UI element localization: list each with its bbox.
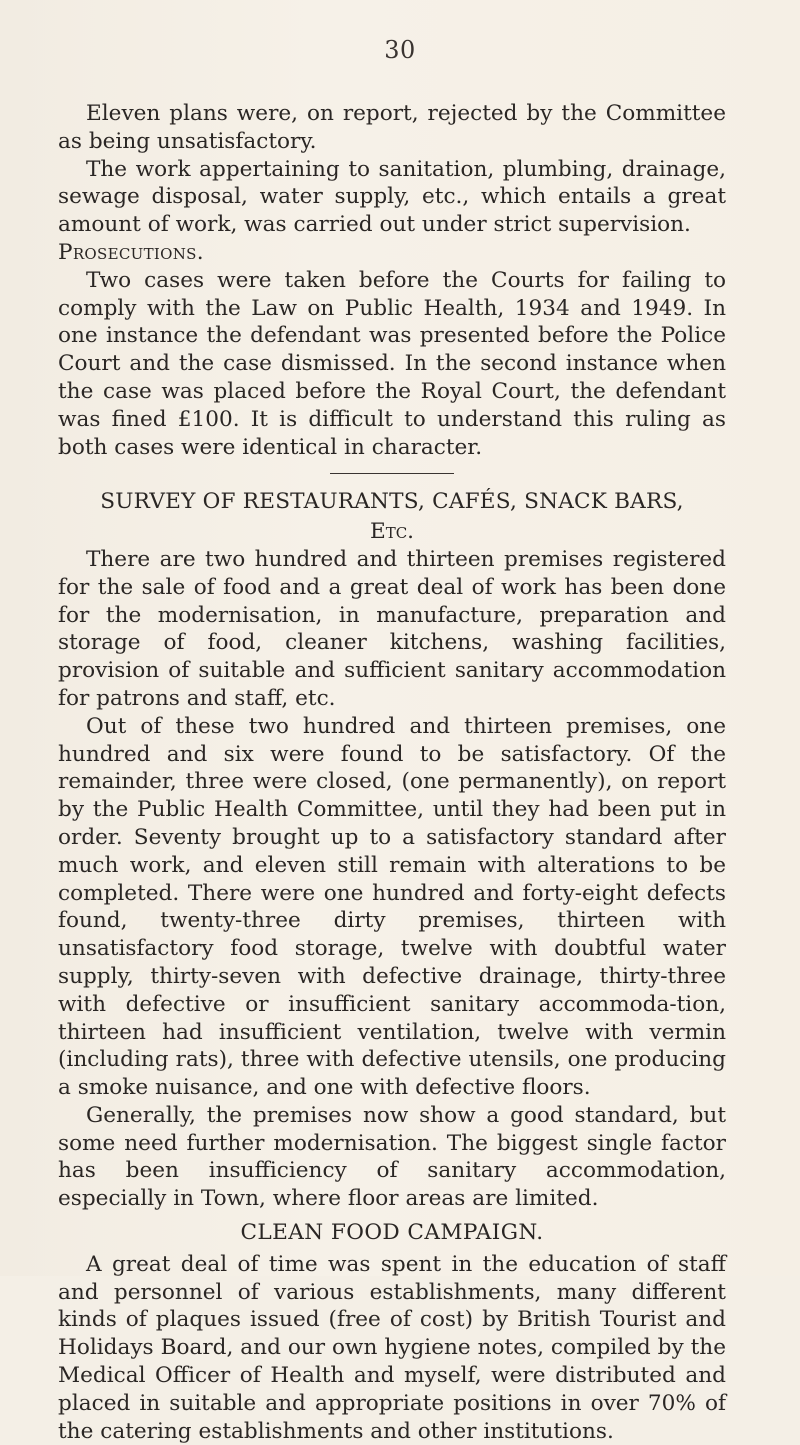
section-divider <box>330 473 454 474</box>
paragraph-prosecutions: Two cases were taken before the Courts for failing to comply with the Law on Public Health, 1934 and 1949. In one instance the defendant was presented before the Police Court and the case dismissed. In the second instance when the case was placed before the Royal Court, the defendant was fined £100. It is difficult to understand this ruling as both cases were identical in character. <box>58 267 726 460</box>
paragraph-survey-defects: Out of these two hundred and thirteen premises, one hundred and six were found to be satisfactory. Of the remainder, three were closed, (one permanently), on report by the Public Health Committee, until they had been put in order. Seventy brought up to a satisfactory standard after much work, and eleven still remain with alterations to be completed. There were one hundred and forty-eight defects found, twenty-three dirty premises, thirteen with unsatisfactory food storage, twelve with doubtful water supply, thirty-seven with defective drainage, thirty-three with defective or insufficient sanitary accommoda-tion, thirteen had insufficient ventilation, twelve with vermin (including rats), three with defective utensils, one producing a smoke nuisance, and one with defective floors. <box>58 713 726 1101</box>
section-heading-clean-food: CLEAN FOOD CAMPAIGN. <box>240 1220 544 1246</box>
page-body <box>58 100 726 1445</box>
paragraph-sanitation-work: The work appertaining to sanitation, plumbing, drainage, sewage disposal, water supply, etc., which entails a great amount of work, was carried out under strict supervision. <box>58 156 726 238</box>
paragraph-survey-premises: There are two hundred and thirteen premises registered for the sale of food and a great deal of work has been done for the modernisation, in manufacture, preparation and storage of food, cleaner kitchens, washing facilities, provision of suitable and sufficient sanitary accommodation for patrons and staff, etc. <box>58 546 726 711</box>
section-heading-survey: SURVEY OF RESTAURANTS, CAFÉS, SNACK BARS, <box>100 489 684 515</box>
page-number: 30 <box>384 36 416 64</box>
paragraph-clean-food: A great deal of time was spent in the education of staff and personnel of various establishments, many different kinds of plaques issued (free of cost) by British Tourist and Holidays Board, and our own hygiene notes, compiled by the Medical Officer of Health and myself, were distributed and placed in suitable and appropriate positions in over 70% of the catering establishments and other institutions. <box>58 1251 726 1444</box>
section-heading-prosecutions: Prosecutions. <box>58 239 204 265</box>
paragraph-plans-rejected: Eleven plans were, on report, rejected by the Committee as being unsatisfactory. <box>58 101 726 154</box>
paragraph-survey-generally: Generally, the premises now show a good standard, but some need further modernisation. The biggest single factor has been insufficiency of sanitary accommodation, especially in Town, where floor areas are limited. <box>58 1102 726 1212</box>
section-subheading-etc: Etc. <box>369 519 415 545</box>
